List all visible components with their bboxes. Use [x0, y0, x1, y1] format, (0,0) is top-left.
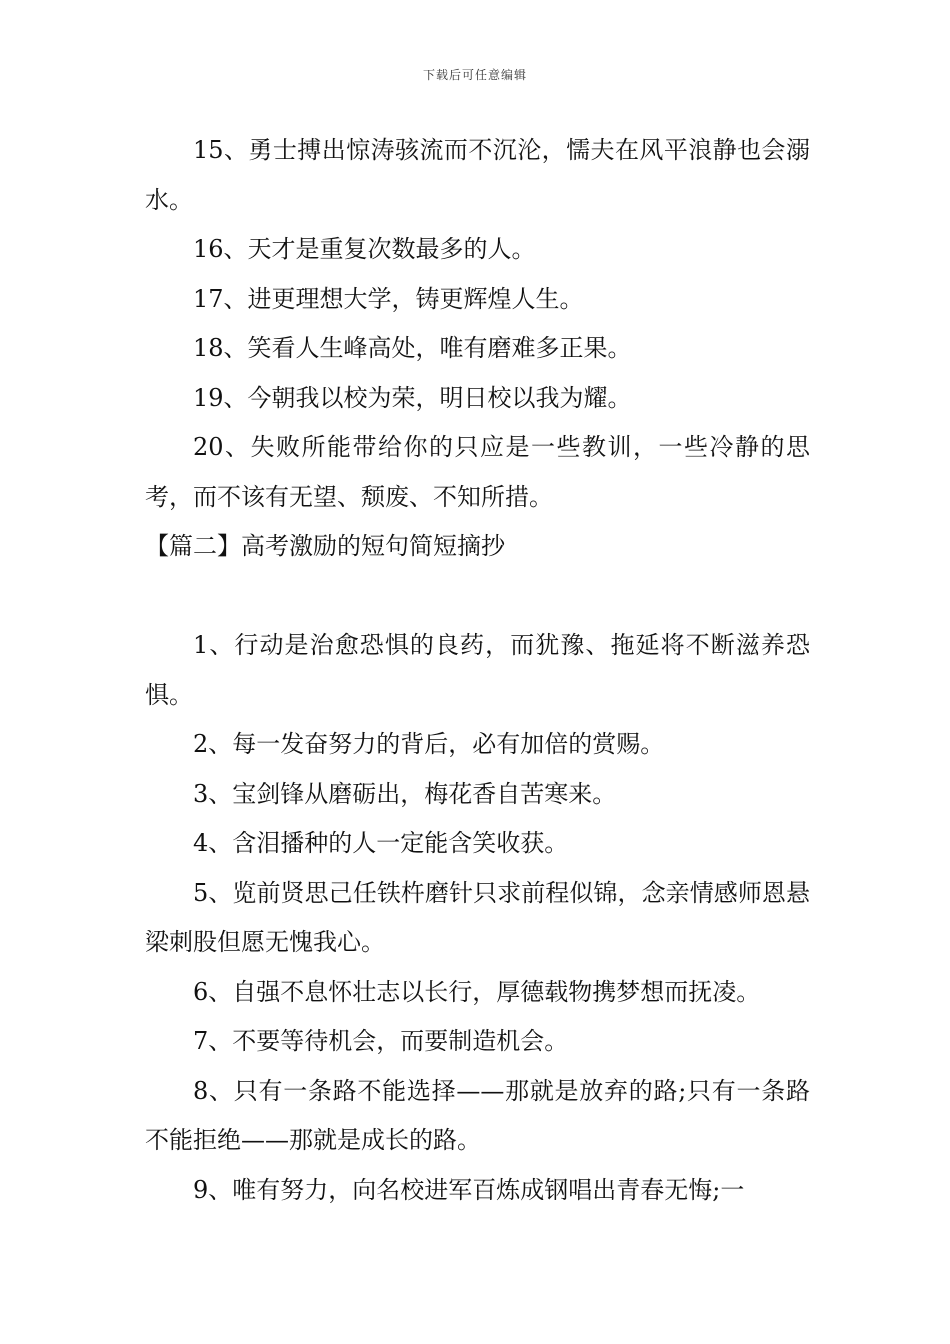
list-item: 2、每一发奋努力的背后，必有加倍的赏赐。 — [193, 730, 665, 758]
list-item: 6、自强不息怀壮志以长行，厚德载物携梦想而抚凌。 — [193, 977, 761, 1006]
document-body — [145, 126, 810, 1215]
list-item: 1、行动是治愈恐惧的良药，而犹豫、拖延将不断滋养恐惧。 — [145, 631, 810, 709]
list-item: 18、笑看人生峰高处，唯有磨难多正果。 — [193, 334, 632, 362]
list-item: 3、宝剑锋从磨砺出，梅花香自苦寒来。 — [193, 779, 617, 808]
list-item: 15、勇士搏出惊涛骇流而不沉沦，懦夫在风平浪静也会溺水。 — [145, 136, 810, 214]
list-item: 7、不要等待机会，而要制造机会。 — [193, 1027, 569, 1055]
list-item: 5、览前贤思己任铁杵磨针只求前程似锦，念亲情感师恩悬梁刺股但愿无愧我心。 — [145, 878, 810, 956]
list-item: 17、进更理想大学，铸更辉煌人生。 — [193, 284, 584, 313]
list-item: 4、含泪播种的人一定能含笑收获。 — [193, 829, 569, 857]
list-item: 19、今朝我以校为荣，明日校以我为耀。 — [193, 383, 632, 412]
list-item: 8、只有一条路不能选择——那就是放弃的路;只有一条路不能拒绝——那就是成长的路。 — [145, 1076, 810, 1154]
list-item: 9、唯有努力，向名校进军百炼成钢唱出青春无悔;一 — [193, 1175, 745, 1204]
list-item: 16、天才是重复次数最多的人。 — [193, 235, 536, 263]
page-header: 下载后可任意编辑 — [422, 68, 527, 82]
blank-line — [145, 572, 810, 622]
list-item: 20、失败所能带给你的只应是一些教训，一些冷静的思考，而不该有无望、颓废、不知所措。 — [145, 433, 810, 511]
section-heading: 【篇二】高考激励的短句简短摘抄 — [145, 532, 505, 560]
